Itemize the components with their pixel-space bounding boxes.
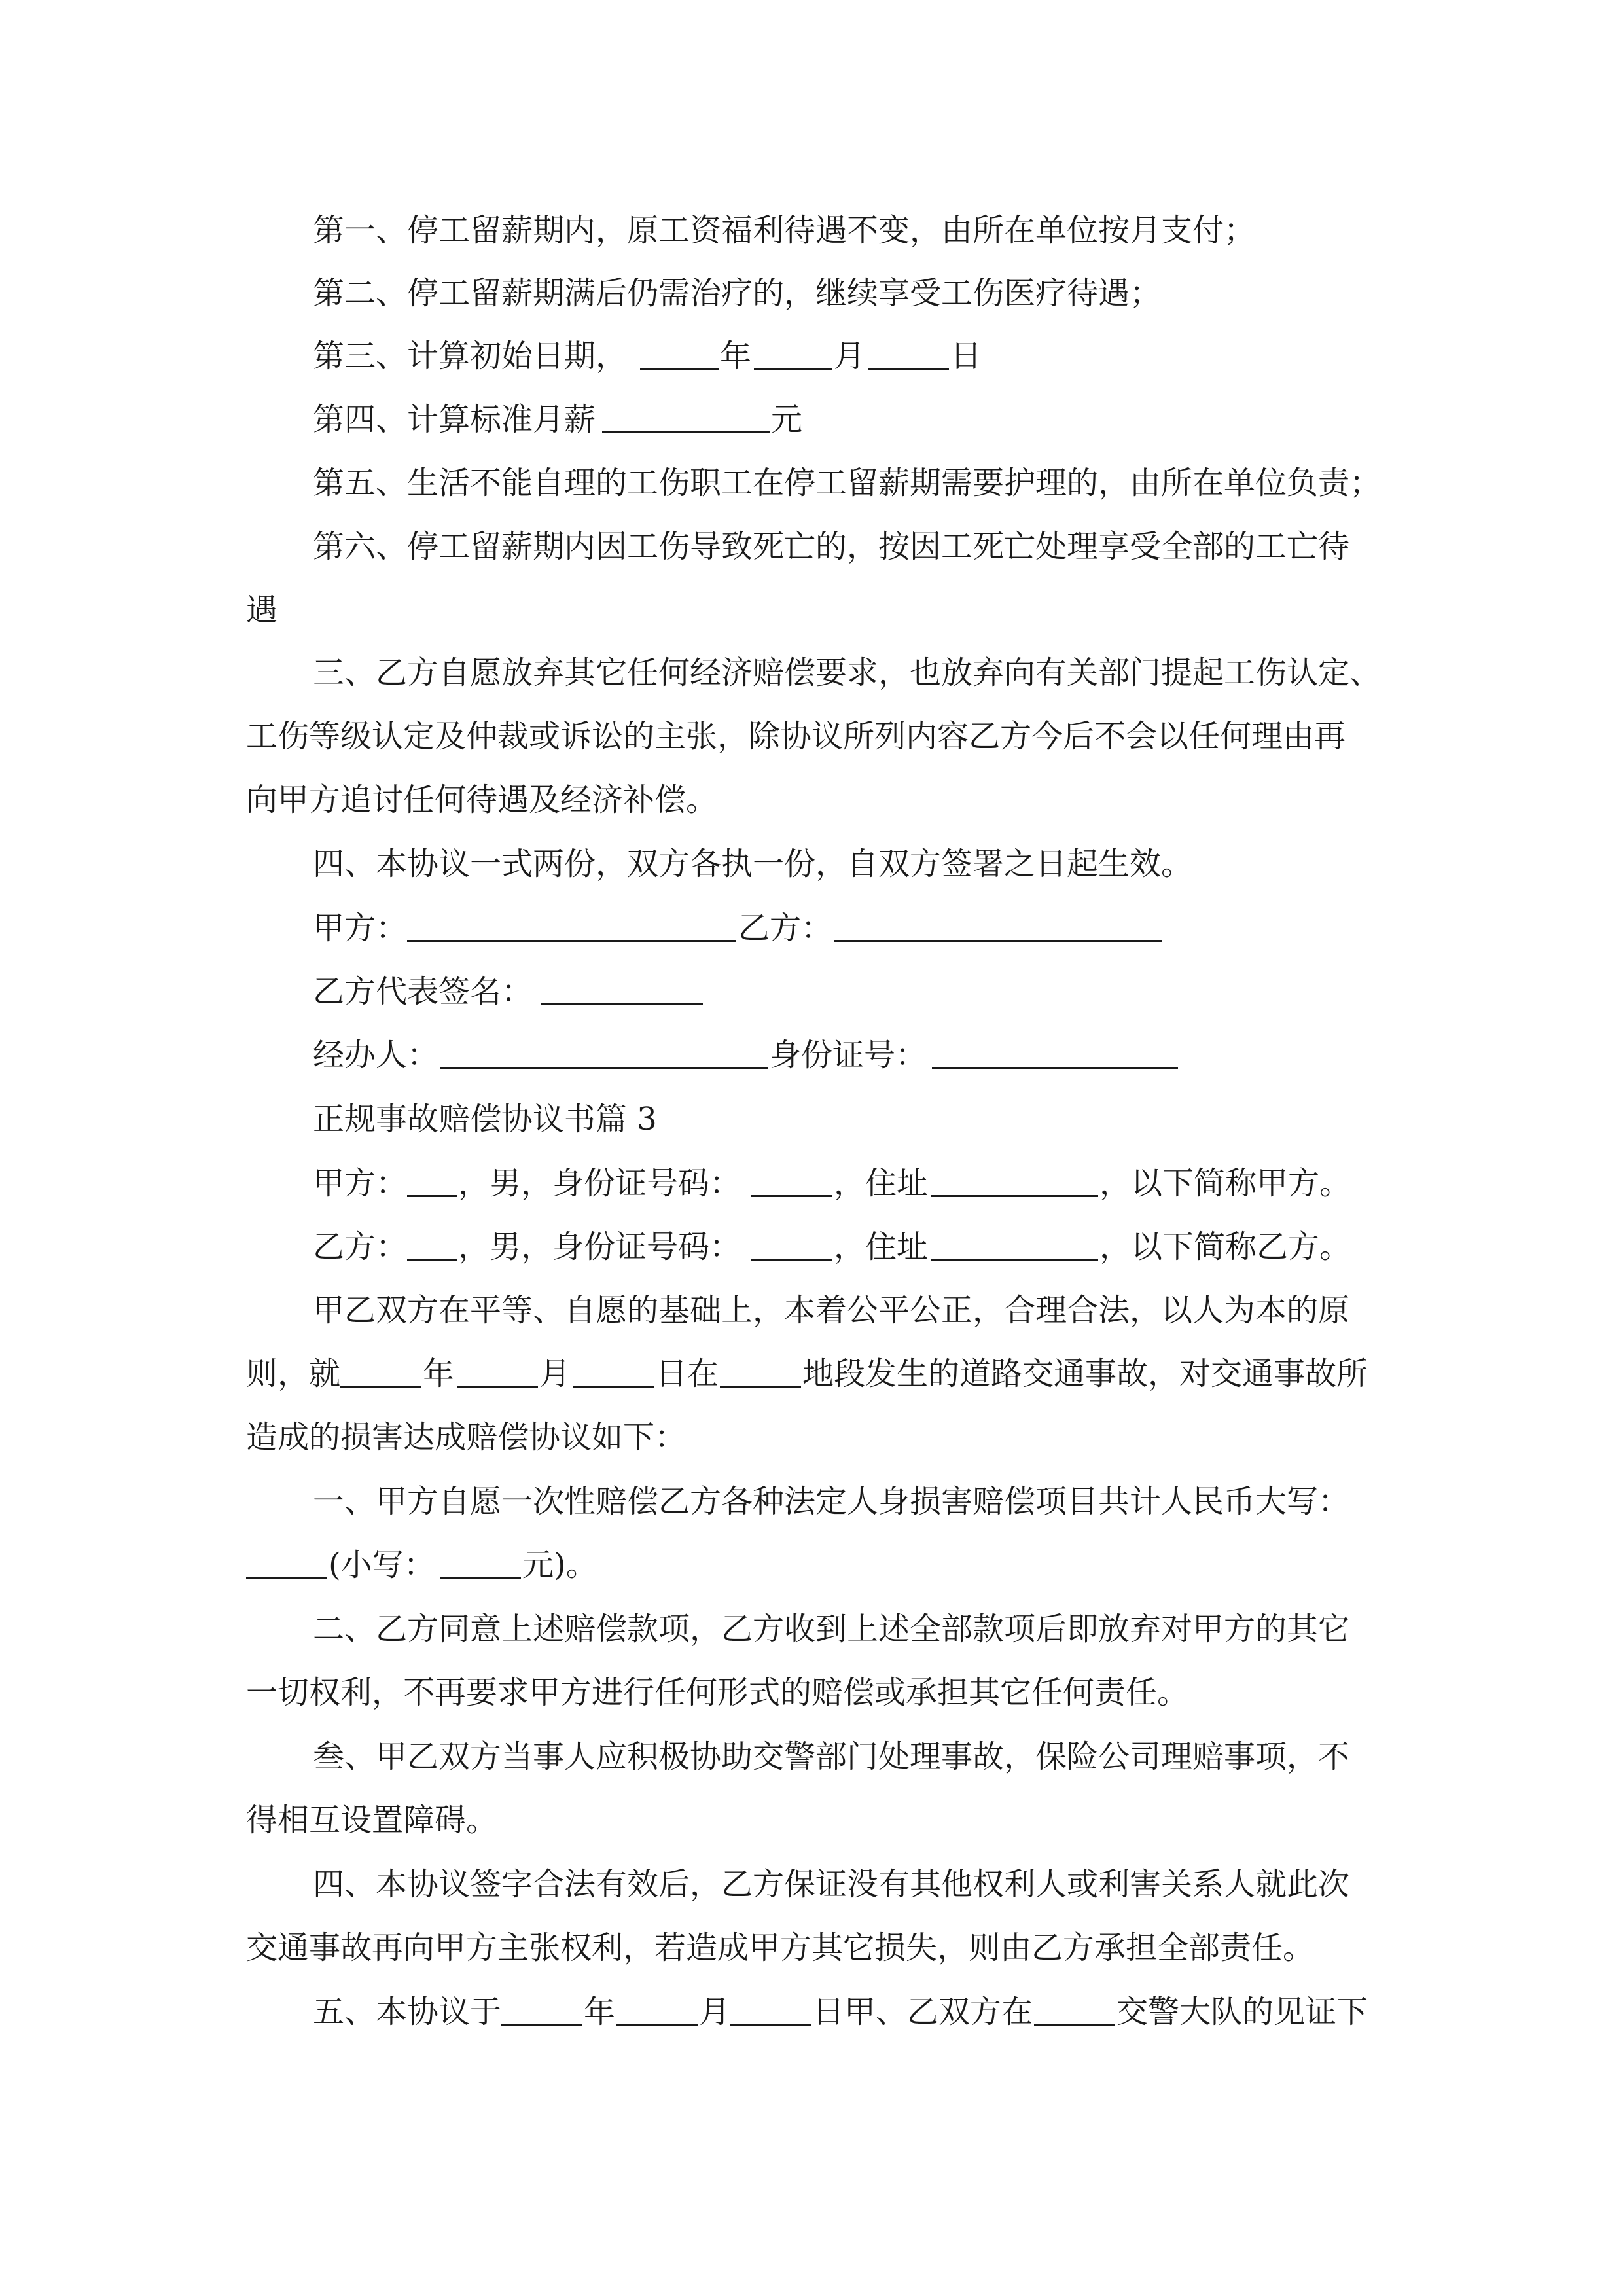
heading-text: 正规事故赔偿协议书篇 3 (313, 1101, 657, 1138)
blank-line (457, 1354, 538, 1388)
text-line: 造成的损害达成赔偿协议如下： (246, 1419, 687, 1456)
text-line: 第二、停工留薪期满后仍需治疗的，继续享受工伤医疗待遇； (313, 275, 1162, 312)
blank-line (640, 336, 719, 370)
text-line: 交通事故再向甲方主张权利，若造成甲方其它损失，则由乙方承担全部责任。 (246, 1929, 1315, 1966)
clause-paragraph (0, 274, 1623, 313)
text-line: 乙方： (313, 1229, 408, 1265)
blank-line (834, 908, 1162, 942)
clause-paragraph (0, 1801, 1623, 1840)
clause-paragraph (0, 527, 1623, 566)
blank-line (754, 336, 832, 370)
clause-paragraph (0, 1291, 1623, 1330)
blank-line (440, 1545, 521, 1579)
clause-paragraph (0, 780, 1623, 819)
blank-line (868, 336, 949, 370)
signature-line (0, 972, 1623, 1011)
clause-paragraph (0, 1992, 1623, 2032)
blank-line (730, 1992, 812, 2026)
text-line: 日在 (656, 1355, 719, 1392)
blank-line (573, 1354, 654, 1388)
blank-line (720, 1354, 801, 1388)
text-line: 得相互设置障碍。 (246, 1802, 498, 1839)
clause-paragraph (0, 463, 1623, 503)
text-line: 年 (720, 338, 752, 374)
text-line: 四、本协议一式两份，双方各执一份，自双方签署之日起生效。 (313, 846, 1193, 882)
text-line: 月 (539, 1355, 571, 1392)
blank-line (541, 972, 703, 1005)
blank-line (751, 1227, 832, 1261)
blank-line (932, 1035, 1178, 1069)
text-line: (小写： (329, 1547, 435, 1583)
blank-line (407, 908, 736, 942)
text-line: 工伤等级认定及仲裁或诉讼的主张，除协议所列内容乙方今后不会以任何理由再 (246, 718, 1346, 755)
blank-line (931, 1227, 1098, 1261)
text-line: 第四、计算标准月薪 (313, 401, 596, 438)
clause-paragraph (0, 1737, 1623, 1776)
blank-line (440, 1035, 768, 1069)
text-line: ，住址 (834, 1229, 929, 1265)
clause-paragraph (0, 1673, 1623, 1712)
blank-line (616, 1992, 698, 2026)
blank-line (246, 1545, 327, 1579)
clause-paragraph (0, 1609, 1623, 1649)
text-line: 一、甲方自愿一次性赔偿乙方各种法定人身损害赔偿项目共计人民币大写： (313, 1483, 1350, 1520)
text-line: 二、乙方同意上述赔偿款项，乙方收到上述全部款项后即放弃对甲方的其它 (313, 1611, 1350, 1647)
clause-paragraph (0, 400, 1623, 439)
text-line: 四、本协议签字合法有效后，乙方保证没有其他权利人或利害关系人就此次 (313, 1866, 1350, 1903)
signature-line (0, 908, 1623, 948)
clause-paragraph (0, 1545, 1623, 1585)
text-line: 乙方代表签名： (313, 973, 533, 1010)
text-line: 向甲方追讨任何待遇及经济补偿。 (246, 781, 718, 818)
clause-paragraph (0, 211, 1623, 250)
text-line: 日甲、乙双方在 (813, 1994, 1033, 2030)
clause-paragraph (0, 717, 1623, 756)
text-line: 甲乙双方在平等、自愿的基础上，本着公平公正，合理合法，以人为本的原 (313, 1292, 1350, 1329)
text-line: 日 (950, 338, 982, 374)
blank-line (931, 1164, 1098, 1197)
blank-line (501, 1992, 582, 2026)
text-line: 则，就 (246, 1355, 341, 1392)
text-line: ，男，身份证号码： (458, 1165, 741, 1202)
blank-line (407, 1227, 457, 1261)
text-line: 年 (423, 1355, 455, 1392)
blank-line (340, 1354, 421, 1388)
text-line: 元 (771, 401, 803, 438)
party-line (0, 1164, 1623, 1203)
text-line: 月 (699, 1994, 731, 2030)
text-line: 身份证号： (770, 1037, 927, 1073)
blank-line (1034, 1992, 1115, 2026)
text-line: 第六、停工留薪期内因工伤导致死亡的，按因工死亡处理享受全部的工亡待 (313, 528, 1350, 565)
clause-paragraph (0, 336, 1623, 376)
clause-paragraph (0, 590, 1623, 630)
blank-line (602, 400, 770, 433)
clause-paragraph (0, 1865, 1623, 1904)
text-line: 第五、生活不能自理的工伤职工在停工留薪期需要护理的，由所在单位负责； (313, 465, 1382, 501)
clause-paragraph (0, 1354, 1623, 1393)
section-heading (0, 1100, 1623, 1139)
text-line: 叁、甲乙双方当事人应积极协助交警部门处理事故，保险公司理赔事项，不 (313, 1738, 1350, 1775)
text-line: 甲方： (313, 1165, 408, 1202)
text-line: 地段发生的道路交通事故，对交通事故所 (802, 1355, 1368, 1392)
text-line: 第一、停工留薪期内，原工资福利待遇不变，由所在单位按月支付； (313, 212, 1256, 249)
text-line: 元)。 (522, 1547, 597, 1583)
text-line: 月 (834, 338, 866, 374)
clause-paragraph (0, 1482, 1623, 1521)
text-line: 甲方： (313, 910, 408, 946)
clause-paragraph (0, 844, 1623, 884)
text-line: 经办人： (313, 1037, 439, 1073)
clause-paragraph (0, 1418, 1623, 1457)
party-line (0, 1227, 1623, 1266)
text-line: ，男，身份证号码： (458, 1229, 741, 1265)
text-line: 三、乙方自愿放弃其它任何经济赔偿要求，也放弃向有关部门提起工伤认定、 (313, 655, 1382, 691)
text-line: 五、本协议于 (313, 1994, 502, 2030)
text-line: ，以下简称乙方。 (1099, 1229, 1351, 1265)
text-line: 一切权利，不再要求甲方进行任何形式的赔偿或承担其它任何责任。 (246, 1674, 1189, 1711)
blank-line (751, 1164, 832, 1197)
clause-paragraph (0, 1928, 1623, 1967)
blank-line (407, 1164, 457, 1197)
text-line: 遇 (246, 592, 278, 628)
clause-paragraph (0, 653, 1623, 692)
text-line: ，住址 (834, 1165, 929, 1202)
text-line: 年 (584, 1994, 616, 2030)
text-line: ，以下简称甲方。 (1099, 1165, 1351, 1202)
signature-line (0, 1035, 1623, 1075)
text-line: 交警大队的见证下 (1116, 1994, 1368, 2030)
text-line: 第三、计算初始日期， (313, 338, 628, 374)
text-line: 乙方： (738, 910, 833, 946)
